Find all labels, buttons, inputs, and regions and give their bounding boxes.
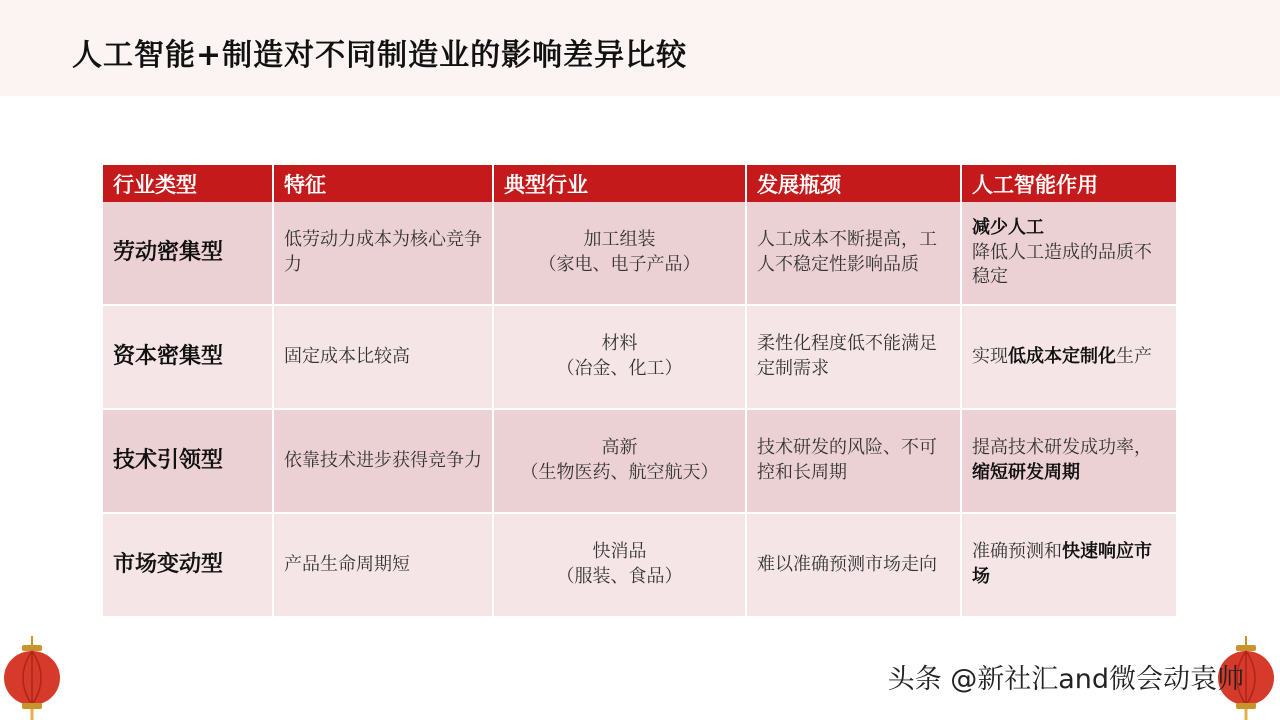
typical-industry-cell: [493, 409, 746, 513]
table-header-row: [103, 165, 1176, 202]
industry-name: 加工组装: [583, 229, 656, 251]
ai-role-text: 准确预测和: [972, 541, 1062, 563]
table-row: [103, 202, 1176, 305]
typical-industry-cell: [493, 513, 746, 617]
industry-type-cell: 资本密集型: [103, 305, 273, 409]
ai-role-cell: [961, 305, 1176, 409]
header-cell: 典型行业: [493, 165, 746, 202]
ai-role-cell: [961, 513, 1176, 617]
lantern-icon: [0, 636, 64, 720]
bottleneck-cell: 难以准确预测市场走向: [746, 513, 961, 617]
ai-role-text: 提高技术研发成功率，: [972, 437, 1152, 459]
bottleneck-cell: 柔性化程度低不能满足定制需求: [746, 305, 961, 409]
table-row: [103, 409, 1176, 513]
table-row: [103, 513, 1176, 617]
industry-name: 材料: [601, 333, 638, 355]
header-cell: 特征: [273, 165, 493, 202]
industry-type-cell: 技术引领型: [103, 409, 273, 513]
ai-role-highlight: 低成本定制化: [1008, 345, 1116, 367]
typical-industry-cell: [493, 305, 746, 409]
feature-cell: 依靠技术进步获得竞争力: [273, 409, 493, 513]
ai-role-highlight: 缩短研发周期: [972, 462, 1080, 483]
ai-role-highlight: 快速响应市场: [972, 541, 1152, 587]
industry-name: 快消品: [592, 541, 647, 563]
feature-cell: 固定成本比较高: [273, 305, 493, 409]
industry-examples: （服装、食品）: [556, 566, 683, 587]
industry-name: 高新: [601, 437, 638, 459]
ai-role-highlight: 减少人工: [972, 216, 1044, 238]
feature-cell: 低劳动力成本为核心竞争力: [273, 202, 493, 305]
industry-examples: （冶金、化工）: [556, 358, 683, 379]
bottleneck-cell: 人工成本不断提高，工人不稳定性影响品质: [746, 202, 961, 305]
header-cell: 行业类型: [103, 165, 273, 202]
industry-type-cell: 劳动密集型: [103, 202, 273, 305]
feature-cell: 产品生命周期短: [273, 513, 493, 617]
industry-examples: （家电、电子产品）: [538, 254, 701, 275]
industry-type-cell: 市场变动型: [103, 513, 273, 617]
watermark: 头条 @新社汇and微会动袁帅: [887, 664, 1244, 695]
header-cell: 发展瓶颈: [746, 165, 961, 202]
bottleneck-cell: 技术研发的风险、不可控和长周期: [746, 409, 961, 513]
ai-role-cell: [961, 202, 1176, 305]
ai-role-text: 降低人工造成的品质不稳定: [972, 241, 1152, 288]
ai-role-text: 实现: [972, 345, 1008, 367]
table-row: [103, 305, 1176, 409]
header-cell: 人工智能作用: [961, 165, 1176, 202]
page-title: 人工智能+制造对不同制造业的影响差异比较: [72, 38, 688, 73]
comparison-table: [103, 165, 1176, 618]
typical-industry-cell: [493, 202, 746, 305]
ai-role-cell: [961, 409, 1176, 513]
ai-role-text: 生产: [1116, 345, 1152, 367]
industry-examples: （生物医药、航空航天）: [520, 462, 719, 483]
